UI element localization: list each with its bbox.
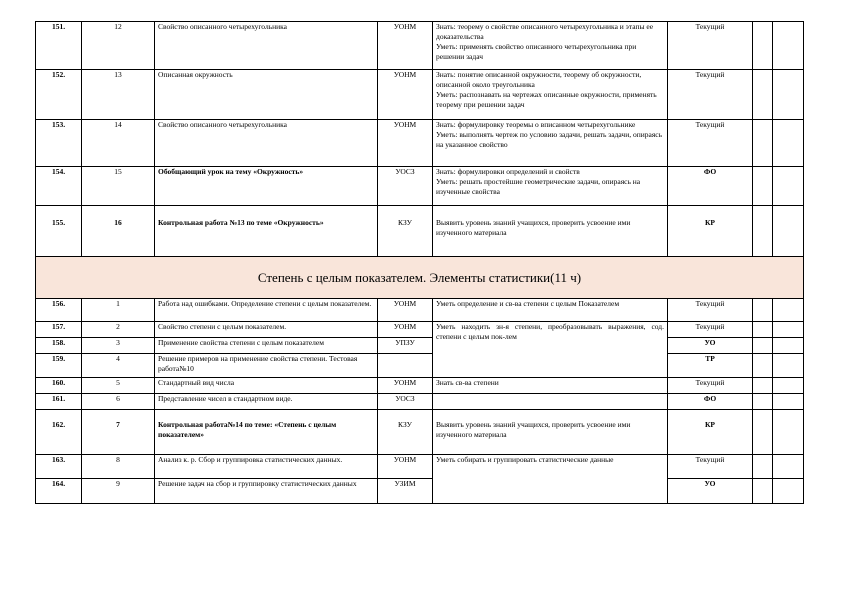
empty-cell (753, 410, 773, 455)
row-number: 162. (36, 410, 82, 455)
empty-cell (753, 338, 773, 354)
lesson-number: 12 (82, 22, 155, 70)
control-form: КР (668, 410, 753, 455)
lesson-topic: Стандартный вид числа (155, 378, 378, 394)
row-number: 156. (36, 299, 82, 322)
row-number: 160. (36, 378, 82, 394)
table-row (36, 206, 804, 257)
empty-cell (773, 338, 804, 354)
lesson-type: УПЗУ (378, 338, 433, 354)
lesson-type: УОНМ (378, 378, 433, 394)
lesson-type (378, 354, 433, 378)
empty-cell (753, 455, 773, 479)
empty-cell (753, 394, 773, 410)
lesson-topic: Применение свойства степени с целым показателем (155, 338, 378, 354)
lesson-type: УОНМ (378, 299, 433, 322)
lesson-number: 3 (82, 338, 155, 354)
learning-outcome: Уметь собирать и группировать статистические данные (433, 455, 668, 504)
empty-cell (753, 167, 773, 206)
table-row (36, 455, 804, 479)
lesson-type: УОСЗ (378, 167, 433, 206)
lesson-topic: Контрольная работа№14 по теме: «Степень с целым показателем» (155, 410, 378, 455)
empty-cell (753, 322, 773, 338)
row-number: 153. (36, 120, 82, 167)
lesson-type: УОНМ (378, 322, 433, 338)
learning-outcome: Уметь находить зн-я степени, преобразовывать выражения, сод. степени с целым пок-лем (433, 322, 668, 378)
section-title: Степень с целым показателем. Элементы статистики(11 ч) (36, 257, 804, 299)
learning-outcome: Выявить уровень знаний учащихся, проверить усвоение ими изученного материала (433, 410, 668, 455)
table-row (36, 378, 804, 394)
table-row (36, 338, 804, 354)
learning-outcome: Выявить уровень знаний учащихся, проверить усвоение ими изученного материала (433, 206, 668, 257)
empty-cell (773, 455, 804, 479)
lesson-topic: Представление чисел в стандартном виде. (155, 394, 378, 410)
row-number: 152. (36, 70, 82, 120)
lesson-topic: Описанная окружность (155, 70, 378, 120)
row-number: 159. (36, 354, 82, 378)
learning-outcome: Знать: формулировку теоремы о вписанном четырехугольнике Уметь: выполнять чертеж по условию задачи, решать задачи, опираясь на указанное свойство (433, 120, 668, 167)
table-row (36, 322, 804, 338)
learning-outcome: Знать: теорему о свойстве описанного четырехугольника и этапы ее доказательства Уметь: применять свойство описанного четырехугольника при решении задач (433, 22, 668, 70)
lesson-number: 8 (82, 455, 155, 479)
empty-cell (753, 354, 773, 378)
table-row (36, 22, 804, 70)
lesson-topic: Свойство описанного четырехугольника (155, 120, 378, 167)
empty-cell (753, 70, 773, 120)
control-form: Текущий (668, 322, 753, 338)
learning-outcome: Знать св-ва степени (433, 378, 668, 394)
empty-cell (753, 479, 773, 504)
lesson-type: УЗИМ (378, 479, 433, 504)
empty-cell (753, 378, 773, 394)
empty-cell (773, 394, 804, 410)
row-number: 157. (36, 322, 82, 338)
lesson-type: УОНМ (378, 455, 433, 479)
lesson-plan-table (35, 21, 804, 504)
control-form: УО (668, 479, 753, 504)
section-row (36, 257, 804, 299)
lesson-number: 5 (82, 378, 155, 394)
learning-outcome: Знать: понятие описанной окружности, теорему об окружности, описанной около треугольника Уметь: распознавать на чертежах описанные окружности, применять теорему при решении задач (433, 70, 668, 120)
control-form: Текущий (668, 120, 753, 167)
empty-cell (773, 354, 804, 378)
lesson-type: УОНМ (378, 120, 433, 167)
lesson-type: УОСЗ (378, 394, 433, 410)
table-row (36, 120, 804, 167)
lesson-topic: Анализ к. р. Сбор и группировка статистических данных. (155, 455, 378, 479)
control-form: Текущий (668, 378, 753, 394)
lesson-number: 7 (82, 410, 155, 455)
lesson-number: 15 (82, 167, 155, 206)
empty-cell (773, 479, 804, 504)
lesson-number: 14 (82, 120, 155, 167)
lesson-number: 1 (82, 299, 155, 322)
lesson-type: УОНМ (378, 70, 433, 120)
lesson-topic: Решение примеров на применение свойства степени. Тестовая работа№10 (155, 354, 378, 378)
control-form: Текущий (668, 299, 753, 322)
empty-cell (773, 120, 804, 167)
control-form: Текущий (668, 455, 753, 479)
table-row (36, 167, 804, 206)
empty-cell (773, 299, 804, 322)
empty-cell (773, 167, 804, 206)
control-form: КР (668, 206, 753, 257)
empty-cell (773, 322, 804, 338)
table-row (36, 70, 804, 120)
empty-cell (773, 22, 804, 70)
empty-cell (753, 299, 773, 322)
control-form: Текущий (668, 70, 753, 120)
lesson-topic: Свойство описанного четырехугольника (155, 22, 378, 70)
lesson-type: УОНМ (378, 22, 433, 70)
row-number: 155. (36, 206, 82, 257)
control-form: ФО (668, 167, 753, 206)
row-number: 154. (36, 167, 82, 206)
control-form: Текущий (668, 22, 753, 70)
lesson-number: 2 (82, 322, 155, 338)
control-form: ФО (668, 394, 753, 410)
lesson-number: 6 (82, 394, 155, 410)
table-row (36, 479, 804, 504)
control-form: ТР (668, 354, 753, 378)
lesson-type: КЗУ (378, 410, 433, 455)
row-number: 163. (36, 455, 82, 479)
row-number: 164. (36, 479, 82, 504)
empty-cell (753, 206, 773, 257)
lesson-type: КЗУ (378, 206, 433, 257)
lesson-topic: Работа над ошибками. Определение степени с целым показателем. (155, 299, 378, 322)
lesson-number: 9 (82, 479, 155, 504)
row-number: 158. (36, 338, 82, 354)
empty-cell (753, 120, 773, 167)
control-form: УО (668, 338, 753, 354)
learning-outcome: Знать: формулировки определений и свойств Уметь: решать простейшие геометрические задачи, опираясь на изученные свойства (433, 167, 668, 206)
lesson-topic: Решение задач на сбор и группировку статистических данных (155, 479, 378, 504)
table-row (36, 354, 804, 378)
table-row (36, 299, 804, 322)
empty-cell (753, 22, 773, 70)
lesson-number: 13 (82, 70, 155, 120)
table-row (36, 410, 804, 455)
empty-cell (773, 70, 804, 120)
learning-outcome: Уметь определение и св-ва степени с целым Показателем (433, 299, 668, 322)
empty-cell (773, 206, 804, 257)
row-number: 151. (36, 22, 82, 70)
lesson-number: 4 (82, 354, 155, 378)
row-number: 161. (36, 394, 82, 410)
empty-cell (773, 378, 804, 394)
empty-cell (773, 410, 804, 455)
learning-outcome (433, 394, 668, 410)
lesson-topic: Контрольная работа №13 по теме «Окружность» (155, 206, 378, 257)
lesson-topic: Свойство степени с целым показателем. (155, 322, 378, 338)
table-row (36, 394, 804, 410)
lesson-number: 16 (82, 206, 155, 257)
lesson-topic: Обобщающий урок на тему «Окружность» (155, 167, 378, 206)
